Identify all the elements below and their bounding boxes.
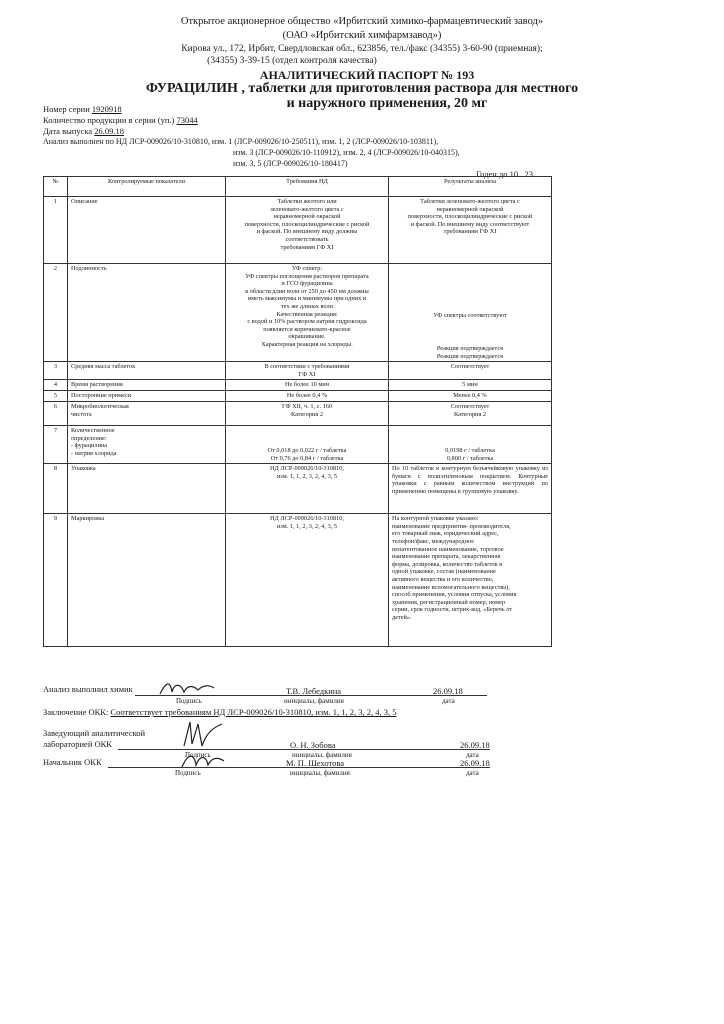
row-number: 8	[44, 464, 68, 514]
row-requirement: Таблетки желтого или зеленовато-желтого цвета с неравномерной окраской поверхности, плоскоцилиндрические с риской и фаской. По внешнему виду должны соответствовать требованиям ГФ XI	[226, 197, 389, 264]
series-value: 1920918	[91, 104, 122, 114]
row-requirement: ГФ XII, ч. 1, с. 160 Категория 2	[226, 402, 389, 426]
row-number: 1	[44, 197, 68, 264]
release-value: 26.09.18	[94, 126, 125, 136]
row-parameter: Микробиологическая чистота	[68, 402, 226, 426]
org-address-line2: (34355) 3-39-15 (отдел контроля качества)	[207, 56, 377, 66]
row-number: 9	[44, 514, 68, 647]
row-parameter: Подлинность	[68, 264, 226, 362]
chemist-name: Т.В. Лебедкина	[286, 686, 342, 696]
uv-result: УФ спектры соответствуют	[433, 312, 507, 319]
chemist-label: Анализ выполнил химик	[43, 684, 133, 694]
series-number	[43, 104, 122, 114]
row-number: 7	[44, 426, 68, 464]
chemist-sign-caption: Подпись	[176, 697, 202, 705]
table-header-row	[44, 177, 552, 197]
series-quantity	[43, 115, 198, 125]
row-requirement: Не более 10 мин	[226, 380, 389, 391]
valid-label: Годен до	[476, 169, 508, 179]
passport-title: АНАЛИТИЧЕСКИЙ ПАСПОРТ № 193	[259, 68, 475, 82]
row-parameter: Средняя масса таблеток	[68, 362, 226, 380]
chloride-result: Реакция подтверждается	[436, 353, 504, 360]
head-initials-caption: инициалы, фамилия	[292, 751, 352, 759]
row-requirement: Не более 0,4 %	[226, 391, 389, 402]
chemist-initials-caption: инициалы, фамилия	[284, 697, 344, 705]
row-parameter: Посторонние примеси	[68, 391, 226, 402]
head-sign-caption: Подпись	[185, 751, 211, 759]
conclusion-label: Заключение ОКК:	[43, 707, 109, 717]
row-number: 2	[44, 264, 68, 362]
row-result: Соответствует Категория 2	[389, 402, 552, 426]
row-result: 5 мин	[389, 380, 552, 391]
table-row	[44, 362, 552, 380]
org-short-name: (ОАО «Ирбитский химфармзавод»)	[282, 30, 442, 41]
row-requirement: От 0,018 до 0,022 г / таблетка От 0,76 до 0,84 г / таблетка	[226, 426, 389, 464]
row-parameter: Упаковка	[68, 464, 226, 514]
chemist-date-caption: дата	[442, 697, 455, 705]
table-row	[44, 464, 552, 514]
product-title-line1: ФУРАЦИЛИН , таблетки для приготовления раствора для местного	[145, 81, 579, 96]
okk-head-label: Начальник ОКК	[43, 757, 102, 767]
header-requirements: Требования НД	[226, 177, 389, 197]
analysis-basis-line2: изм. 3 (ЛСР-009026/10-110912), изм. 2, 4 (ЛСР-009026/10-040315),	[233, 148, 460, 157]
table-row	[44, 402, 552, 426]
okk-sign-caption: Подпись	[175, 769, 201, 777]
row-number: 6	[44, 402, 68, 426]
product-title-line2: и наружного применения, 20 мг	[286, 96, 488, 111]
row-parameter: Описание	[68, 197, 226, 264]
org-address-line1: Кирова ул., 172, Ирбит, Свердловская обл., 623856, тел./факс (34355) 3-60-90 (приемная);	[181, 44, 543, 54]
row-parameter: Время растворения	[68, 380, 226, 391]
analysis-basis-line1: Анализ выполнен по НД ЛСР-009026/10-310810, изм. 1 (ЛСР-009026/10-250511), изм. 1, 2 (ЛСР-009026/10-103811),	[43, 137, 439, 146]
head-date: 26.09.18	[460, 740, 490, 750]
header-parameter: Контролируемые показатели	[68, 177, 226, 197]
table-row	[44, 391, 552, 402]
row-result: Таблетки зеленовато-желтого цвета с неравномерной окраской поверхности, плоскоцилиндрические с риской и фаской. По внешнему виду соответствуют требованиям ГФ XI	[389, 197, 552, 264]
row-result: По 10 таблеток в контурную безъячейковую упаковку из бумаги с полиэтиленовым покрытием. Контурные упаковки с равным количеством инструкций по применению помещены в групповую упаковку.	[389, 464, 552, 514]
reaction-result: Реакция подтверждается	[436, 345, 504, 352]
head-signature-mark	[178, 716, 228, 752]
row-number: 4	[44, 380, 68, 391]
head-label-line1: Заведующий аналитической	[43, 728, 146, 738]
org-name: Открытое акционерное общество «Ирбитский химико-фармацевтический завод»	[180, 16, 544, 27]
row-parameter: Количественное определение: - фурацилина - натрия хлорида	[68, 426, 226, 464]
row-parameter: Маркировка	[68, 514, 226, 647]
table-row	[44, 197, 552, 264]
row-number: 5	[44, 391, 68, 402]
header-results: Результаты анализа	[389, 177, 552, 197]
row-requirement: УФ спектр: УФ спектры поглощения растворов препарата и ГСО фурацилина в области длин волн от 250 до 450 нм должны иметь максимумы и минимумы при одних и тех же длинах волн Качественная реакция: с водой и 10% раствором натрия гидроксида появляется коричневато-красное окрашивание. Характерная реакция на хлориды.	[226, 264, 389, 362]
row-result: На контурной упаковке указано: наименование предприятия- производителя, его товарный знак, юридический адрес, телефон/факс, международное непатентованное наименование, торговое наименование препарата, лекарственная форма, дозировка, количество таблеток в одной упаковке, состав (наименование активного вещества и его количество, наименование вспомогательного вещества), способ применения, условия отпуска, условия хранения, регистрационный номер, номер серии, срок годности, штрих-код, «Беречь от детей».	[389, 514, 552, 647]
row-result	[389, 264, 552, 362]
head-date-caption: дата	[466, 751, 479, 759]
row-result: Менее 0,4 %	[389, 391, 552, 402]
row-result: Соответствует	[389, 362, 552, 380]
table-row	[44, 514, 552, 647]
table-row	[44, 264, 552, 362]
series-label: Номер серии	[43, 104, 90, 114]
valid-value: 10 . 23	[509, 169, 534, 179]
head-name: О. Н. Зобова	[290, 740, 336, 750]
okk-date-caption: дата	[466, 769, 479, 777]
header-number: №	[44, 177, 68, 197]
chemist-date: 26.09.18	[433, 686, 463, 696]
row-requirement: НД ЛСР-009026/10-310810, изм. 1, 1, 2, 3, 2, 4, 3, 5	[226, 464, 389, 514]
table-row	[44, 426, 552, 464]
row-number: 3	[44, 362, 68, 380]
analysis-basis-line3: изм. 3, 5 (ЛСР-009026/10-180417)	[233, 159, 348, 168]
row-result: 0,0198 г / таблетка 0,800 г / таблетка	[389, 426, 552, 464]
analysis-table	[43, 176, 552, 647]
okk-head-name: М. П. Шехотова	[286, 758, 345, 768]
okk-initials-caption: инициалы, фамилия	[290, 769, 350, 777]
okk-head-date: 26.09.18	[460, 758, 490, 768]
quantity-label: Количество продукции в серии (уп.)	[43, 115, 175, 125]
release-date	[43, 126, 124, 136]
conclusion-text: Соответствует требованиям НД ЛСР-009026/10-310810, изм. 1, 1, 2, 3, 2, 4, 3, 5	[110, 707, 397, 717]
quantity-value: 73044	[176, 115, 198, 125]
table-row	[44, 380, 552, 391]
head-label-line2: лабораторией ОКК	[43, 739, 112, 749]
row-requirement: НД ЛСР-009026/10-310810, изм. 1, 1, 2, 3, 2, 4, 3, 5	[226, 514, 389, 647]
release-label: Дата выпуска	[43, 126, 93, 136]
row-requirement: В соответствии с требованиями ГФ XI	[226, 362, 389, 380]
